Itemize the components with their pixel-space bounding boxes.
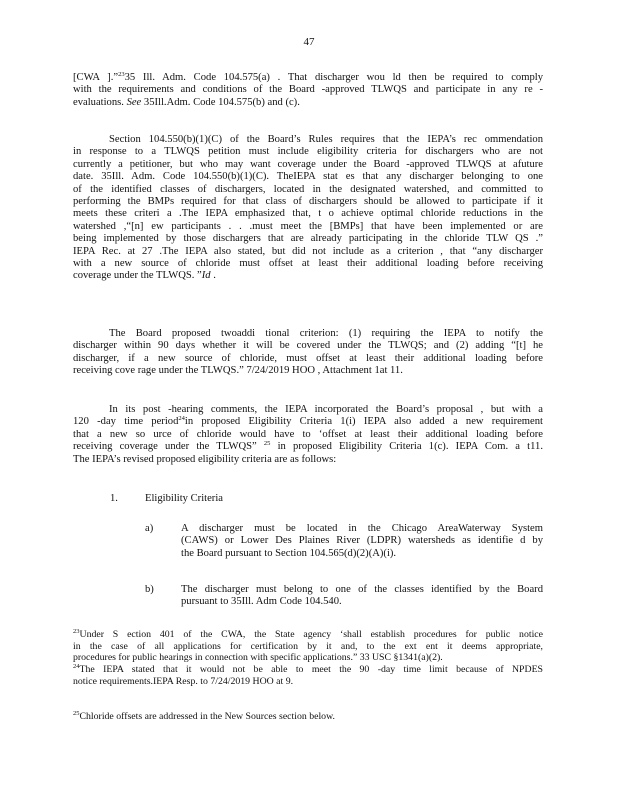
paragraph-4 bbox=[73, 404, 543, 466]
text-run: . bbox=[213, 270, 216, 282]
paragraph-3 bbox=[73, 328, 543, 378]
text-run: 35 Ill. Adm. Code 104.575(a) . That discharger wou ld then be required to comply bbox=[124, 72, 543, 83]
text-line: (CAWS) or Lower Des Plaines River (LDPR) watersheds as identifie d by bbox=[181, 535, 543, 547]
footnote-ref-25[interactable]: 25 bbox=[263, 441, 271, 448]
text-line: with the requirements and conditions of the Board -approved TLWQS and participate in any re - bbox=[73, 84, 543, 96]
text-run: in proposed Eligibility Criteria 1(i) IEPA also added a new requirement bbox=[184, 416, 543, 428]
text-run: evaluations. bbox=[73, 96, 124, 108]
text-line: The Board proposed twoaddi tional criterion: (1) requiring the IEPA to notify the bbox=[109, 328, 543, 339]
footnote-mark: 25 bbox=[73, 711, 80, 717]
text-line: in response to a TLWQS petition must include eligibility criteria for dischargers who are not bbox=[73, 146, 543, 158]
text-line: The IEPA’s revised proposed eligibility criteria are as follows: bbox=[73, 453, 337, 465]
text-line: In its post -hearing comments, the IEPA incorporated the Board’s proposal , but with a bbox=[109, 404, 543, 415]
footnote-ref-23[interactable]: 23 bbox=[118, 72, 125, 78]
criterion-label: b) bbox=[145, 584, 154, 595]
text-run: in proposed Eligibility Criteria 1(c). IEPA Com. a t11. bbox=[277, 441, 543, 453]
footnote-mark: 24 bbox=[73, 664, 80, 670]
text-run: [CWA ].” bbox=[73, 72, 119, 83]
criterion-a bbox=[145, 523, 543, 563]
text-line: A discharger must be located in the Chicago AreaWaterway System bbox=[181, 523, 543, 534]
text-line: receiving cove rage under the TLWQS.” 7/24/2019 HOO , Attachment 1at 11. bbox=[73, 365, 403, 377]
text-line: IEPA Rec. at 27 .The IEPA also stated, but did not include as a criterion , that “any discharger bbox=[73, 245, 543, 257]
text-line: being implemented by those dischargers that are already participating in the chloride TLW QS .” bbox=[73, 233, 543, 245]
page-number: 47 bbox=[303, 36, 315, 48]
text-line: The discharger must belong to one of the classes identified by the Board bbox=[181, 584, 543, 595]
text-line: notice requirements.IEPA Resp. to 7/24/2019 HOO at 9. bbox=[73, 675, 294, 687]
citation-signal: Id bbox=[201, 270, 211, 282]
section-heading bbox=[110, 493, 223, 504]
text-line: pursuant to 35Ill. Adm Code 104.540. bbox=[181, 596, 342, 608]
text-run: Chloride offsets are addressed in the New Sources section below. bbox=[79, 711, 335, 722]
text-run: receiving coverage under the TLWQS” bbox=[73, 441, 257, 453]
footnote-25 bbox=[73, 711, 543, 723]
text-line: discharger, if a new source of chloride, must offset at least their additional loading before bbox=[73, 352, 543, 364]
footnote-23 bbox=[73, 629, 543, 664]
text-line: procedures for public hearings in connection with specific applications.” 33 USC §1341(a)(2). bbox=[73, 652, 443, 664]
footnote-ref-24[interactable]: 24 bbox=[178, 416, 185, 423]
citation-signal: See bbox=[126, 96, 142, 108]
text-run: Under S ection 401 of the CWA, the State agency ‘shall establish procedures for public notice bbox=[79, 629, 543, 640]
text-line: Section 104.550(b)(1)(C) of the Board’s Rules requires that the IEPA’s rec ommendation bbox=[109, 134, 543, 145]
text-line: that a new so urce of chloride would have to ‘offset at least their additional loading before bbox=[73, 428, 543, 440]
heading-title: Eligibility Criteria bbox=[145, 493, 223, 504]
text-line: in the case of all applications for certification by it and, to the ext ent it deems appropriate, bbox=[73, 640, 543, 652]
text-run: 120 -day time period bbox=[73, 416, 179, 428]
text-line: currently a petitioner, but who may want coverage under the Board -approved TLWQS at afuture bbox=[73, 158, 543, 170]
text-run: The IEPA stated that it would not be able to meet the 90 -day time limit because of NPDES bbox=[79, 664, 543, 675]
text-line: meets these criteri a .The IEPA emphasized that, t o achieve optimal chloride reductions in the bbox=[73, 208, 543, 220]
text-line: the Board pursuant to Section 104.565(d)(2)(A)(i). bbox=[181, 547, 397, 559]
paragraph-1 bbox=[73, 72, 543, 109]
text-line: discharger within 90 days whether it will be covered under the TLWQS; and (2) adding “[t] he bbox=[73, 340, 543, 352]
text-line: with a new source of chloride must offset at least their additional loading before receiving bbox=[73, 258, 543, 270]
criterion-label: a) bbox=[145, 523, 154, 534]
text-run: coverage under the TLWQS. ” bbox=[73, 270, 202, 282]
heading-number: 1. bbox=[110, 493, 118, 504]
text-run: 35Ill.Adm. Code 104.575(b) and (c). bbox=[143, 96, 300, 108]
text-line: performing the BMPs required for that class of dischargers should be allowed to participate if it bbox=[73, 196, 543, 208]
paragraph-2 bbox=[73, 134, 543, 283]
text-line: watershed ,“[n] ew participants . . .must meet the [BMPs] that have been implemented or are bbox=[73, 220, 543, 232]
criterion-b bbox=[145, 584, 543, 612]
text-line: of the identified classes of dischargers, located in the designated watershed, and committed to bbox=[73, 183, 543, 195]
footnote-24 bbox=[73, 664, 543, 687]
footnote-mark: 23 bbox=[73, 629, 80, 635]
text-line: date. 35Ill. Adm. Code 104.550(b)(1)(C). TheIEPA stat es that any discharger belonging to one bbox=[73, 171, 543, 183]
